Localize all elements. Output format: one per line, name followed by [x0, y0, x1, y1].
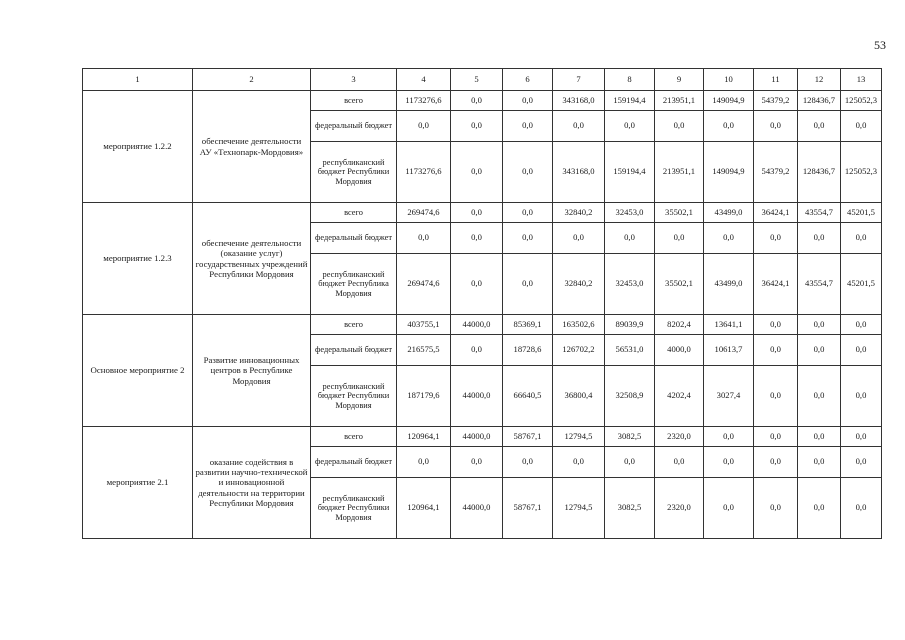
- amount-cell: 128436,7: [798, 91, 841, 111]
- amount-cell: 213951,1: [655, 91, 704, 111]
- amount-cell: 0,0: [841, 478, 882, 539]
- amount-cell: 1173276,6: [397, 91, 451, 111]
- amount-cell: 43499,0: [704, 203, 754, 223]
- amount-cell: 213951,1: [655, 142, 704, 203]
- amount-cell: 45201,5: [841, 203, 882, 223]
- amount-cell: 0,0: [754, 315, 798, 335]
- amount-cell: 0,0: [704, 478, 754, 539]
- amount-cell: 0,0: [503, 223, 553, 254]
- amount-cell: 0,0: [841, 447, 882, 478]
- amount-cell: 43499,0: [704, 254, 754, 315]
- funding-source-cell: всего: [311, 91, 397, 111]
- table-row: [83, 427, 882, 447]
- amount-cell: 0,0: [451, 223, 503, 254]
- header-row: [83, 69, 882, 91]
- amount-cell: 0,0: [754, 335, 798, 366]
- amount-cell: 0,0: [704, 447, 754, 478]
- amount-cell: 0,0: [754, 366, 798, 427]
- amount-cell: 126702,2: [553, 335, 605, 366]
- amount-cell: 0,0: [841, 335, 882, 366]
- column-header: 7: [553, 69, 605, 91]
- amount-cell: 32840,2: [553, 203, 605, 223]
- amount-cell: 89039,9: [605, 315, 655, 335]
- amount-cell: 269474,6: [397, 254, 451, 315]
- budget-table: [82, 68, 882, 539]
- amount-cell: 36424,1: [754, 254, 798, 315]
- amount-cell: 0,0: [798, 335, 841, 366]
- funding-source-cell: всего: [311, 203, 397, 223]
- column-header: 10: [704, 69, 754, 91]
- amount-cell: 36424,1: [754, 203, 798, 223]
- amount-cell: 32508,9: [605, 366, 655, 427]
- funding-source-cell: всего: [311, 315, 397, 335]
- amount-cell: 0,0: [841, 223, 882, 254]
- amount-cell: 0,0: [397, 111, 451, 142]
- amount-cell: 3082,5: [605, 427, 655, 447]
- amount-cell: 0,0: [397, 223, 451, 254]
- table-row: [83, 315, 882, 335]
- amount-cell: 56531,0: [605, 335, 655, 366]
- amount-cell: 44000,0: [451, 315, 503, 335]
- amount-cell: 403755,1: [397, 315, 451, 335]
- column-header: 8: [605, 69, 655, 91]
- column-header: 3: [311, 69, 397, 91]
- column-header: 2: [193, 69, 311, 91]
- amount-cell: 10613,7: [704, 335, 754, 366]
- column-header: 13: [841, 69, 882, 91]
- column-header: 12: [798, 69, 841, 91]
- funding-source-cell: федеральный бюджет: [311, 223, 397, 254]
- amount-cell: 0,0: [451, 335, 503, 366]
- amount-cell: 0,0: [798, 478, 841, 539]
- amount-cell: 0,0: [754, 447, 798, 478]
- amount-cell: 0,0: [553, 223, 605, 254]
- amount-cell: 0,0: [503, 91, 553, 111]
- event-name-cell: мероприятие 1.2.3: [83, 203, 193, 315]
- amount-cell: 58767,1: [503, 478, 553, 539]
- amount-cell: 58767,1: [503, 427, 553, 447]
- amount-cell: 36800,4: [553, 366, 605, 427]
- event-description-cell: обеспечение деятельности АУ «Технопарк-Мордовия»: [193, 91, 311, 203]
- amount-cell: 0,0: [655, 111, 704, 142]
- amount-cell: 85369,1: [503, 315, 553, 335]
- amount-cell: 66640,5: [503, 366, 553, 427]
- amount-cell: 0,0: [605, 447, 655, 478]
- event-description-cell: обеспечение деятельности (оказание услуг) государственных учреждений Республики Мордовия: [193, 203, 311, 315]
- column-header: 9: [655, 69, 704, 91]
- amount-cell: 2320,0: [655, 478, 704, 539]
- column-header: 11: [754, 69, 798, 91]
- amount-cell: 163502,6: [553, 315, 605, 335]
- table-body: [83, 91, 882, 539]
- amount-cell: 0,0: [451, 254, 503, 315]
- amount-cell: 0,0: [798, 427, 841, 447]
- amount-cell: 0,0: [798, 111, 841, 142]
- event-name-cell: мероприятие 2.1: [83, 427, 193, 539]
- amount-cell: 44000,0: [451, 366, 503, 427]
- amount-cell: 4000,0: [655, 335, 704, 366]
- amount-cell: 0,0: [503, 203, 553, 223]
- amount-cell: 43554,7: [798, 254, 841, 315]
- amount-cell: 269474,6: [397, 203, 451, 223]
- amount-cell: 1173276,6: [397, 142, 451, 203]
- amount-cell: 0,0: [451, 111, 503, 142]
- amount-cell: 120964,1: [397, 427, 451, 447]
- amount-cell: 3082,5: [605, 478, 655, 539]
- funding-source-cell: всего: [311, 427, 397, 447]
- amount-cell: 0,0: [798, 366, 841, 427]
- amount-cell: 0,0: [655, 223, 704, 254]
- amount-cell: 120964,1: [397, 478, 451, 539]
- table-row: [83, 91, 882, 111]
- amount-cell: 35502,1: [655, 203, 704, 223]
- funding-source-cell: федеральный бюджет: [311, 111, 397, 142]
- amount-cell: 159194,4: [605, 91, 655, 111]
- amount-cell: 32453,0: [605, 203, 655, 223]
- amount-cell: 54379,2: [754, 91, 798, 111]
- amount-cell: 159194,4: [605, 142, 655, 203]
- amount-cell: 12794,5: [553, 427, 605, 447]
- amount-cell: 12794,5: [553, 478, 605, 539]
- amount-cell: 0,0: [841, 315, 882, 335]
- column-header: 5: [451, 69, 503, 91]
- amount-cell: 45201,5: [841, 254, 882, 315]
- amount-cell: 0,0: [754, 427, 798, 447]
- amount-cell: 44000,0: [451, 478, 503, 539]
- column-header: 6: [503, 69, 553, 91]
- amount-cell: 0,0: [605, 223, 655, 254]
- amount-cell: 0,0: [451, 203, 503, 223]
- event-description-cell: Развитие инновационных центров в Республике Мордовия: [193, 315, 311, 427]
- funding-source-cell: республиканский бюджет Республики Мордовия: [311, 478, 397, 539]
- amount-cell: 0,0: [605, 111, 655, 142]
- amount-cell: 0,0: [798, 447, 841, 478]
- amount-cell: 0,0: [655, 447, 704, 478]
- amount-cell: 0,0: [451, 142, 503, 203]
- amount-cell: 0,0: [841, 111, 882, 142]
- amount-cell: 0,0: [841, 366, 882, 427]
- amount-cell: 125052,3: [841, 91, 882, 111]
- amount-cell: 0,0: [451, 91, 503, 111]
- amount-cell: 0,0: [503, 447, 553, 478]
- amount-cell: 54379,2: [754, 142, 798, 203]
- event-name-cell: мероприятие 1.2.2: [83, 91, 193, 203]
- amount-cell: 0,0: [397, 447, 451, 478]
- event-name-cell: Основное мероприятие 2: [83, 315, 193, 427]
- amount-cell: 149094,9: [704, 142, 754, 203]
- funding-source-cell: республиканский бюджет Республики Мордовия: [311, 142, 397, 203]
- amount-cell: 216575,5: [397, 335, 451, 366]
- table-row: [83, 203, 882, 223]
- amount-cell: 4202,4: [655, 366, 704, 427]
- page-number: 53: [874, 38, 886, 52]
- amount-cell: 0,0: [553, 447, 605, 478]
- amount-cell: 0,0: [704, 427, 754, 447]
- amount-cell: 0,0: [754, 223, 798, 254]
- amount-cell: 0,0: [754, 478, 798, 539]
- column-header: 1: [83, 69, 193, 91]
- amount-cell: 0,0: [841, 427, 882, 447]
- amount-cell: 125052,3: [841, 142, 882, 203]
- amount-cell: 43554,7: [798, 203, 841, 223]
- amount-cell: 0,0: [503, 111, 553, 142]
- amount-cell: 3027,4: [704, 366, 754, 427]
- amount-cell: 0,0: [798, 315, 841, 335]
- amount-cell: 343168,0: [553, 142, 605, 203]
- amount-cell: 343168,0: [553, 91, 605, 111]
- column-header: 4: [397, 69, 451, 91]
- event-description-cell: оказание содействия в развитии научно-технической и инновационной деятельности на территории Республики Мордовия: [193, 427, 311, 539]
- amount-cell: 8202,4: [655, 315, 704, 335]
- amount-cell: 2320,0: [655, 427, 704, 447]
- amount-cell: 35502,1: [655, 254, 704, 315]
- amount-cell: 32453,0: [605, 254, 655, 315]
- amount-cell: 32840,2: [553, 254, 605, 315]
- amount-cell: 0,0: [503, 142, 553, 203]
- amount-cell: 149094,9: [704, 91, 754, 111]
- amount-cell: 187179,6: [397, 366, 451, 427]
- funding-source-cell: республиканский бюджет Республика Мордовия: [311, 254, 397, 315]
- funding-source-cell: федеральный бюджет: [311, 447, 397, 478]
- amount-cell: 44000,0: [451, 427, 503, 447]
- amount-cell: 13641,1: [704, 315, 754, 335]
- amount-cell: 128436,7: [798, 142, 841, 203]
- amount-cell: 0,0: [704, 223, 754, 254]
- amount-cell: 0,0: [553, 111, 605, 142]
- amount-cell: 0,0: [798, 223, 841, 254]
- amount-cell: 18728,6: [503, 335, 553, 366]
- funding-source-cell: республиканский бюджет Республики Мордовия: [311, 366, 397, 427]
- amount-cell: 0,0: [754, 111, 798, 142]
- amount-cell: 0,0: [451, 447, 503, 478]
- amount-cell: 0,0: [503, 254, 553, 315]
- funding-source-cell: федеральный бюджет: [311, 335, 397, 366]
- amount-cell: 0,0: [704, 111, 754, 142]
